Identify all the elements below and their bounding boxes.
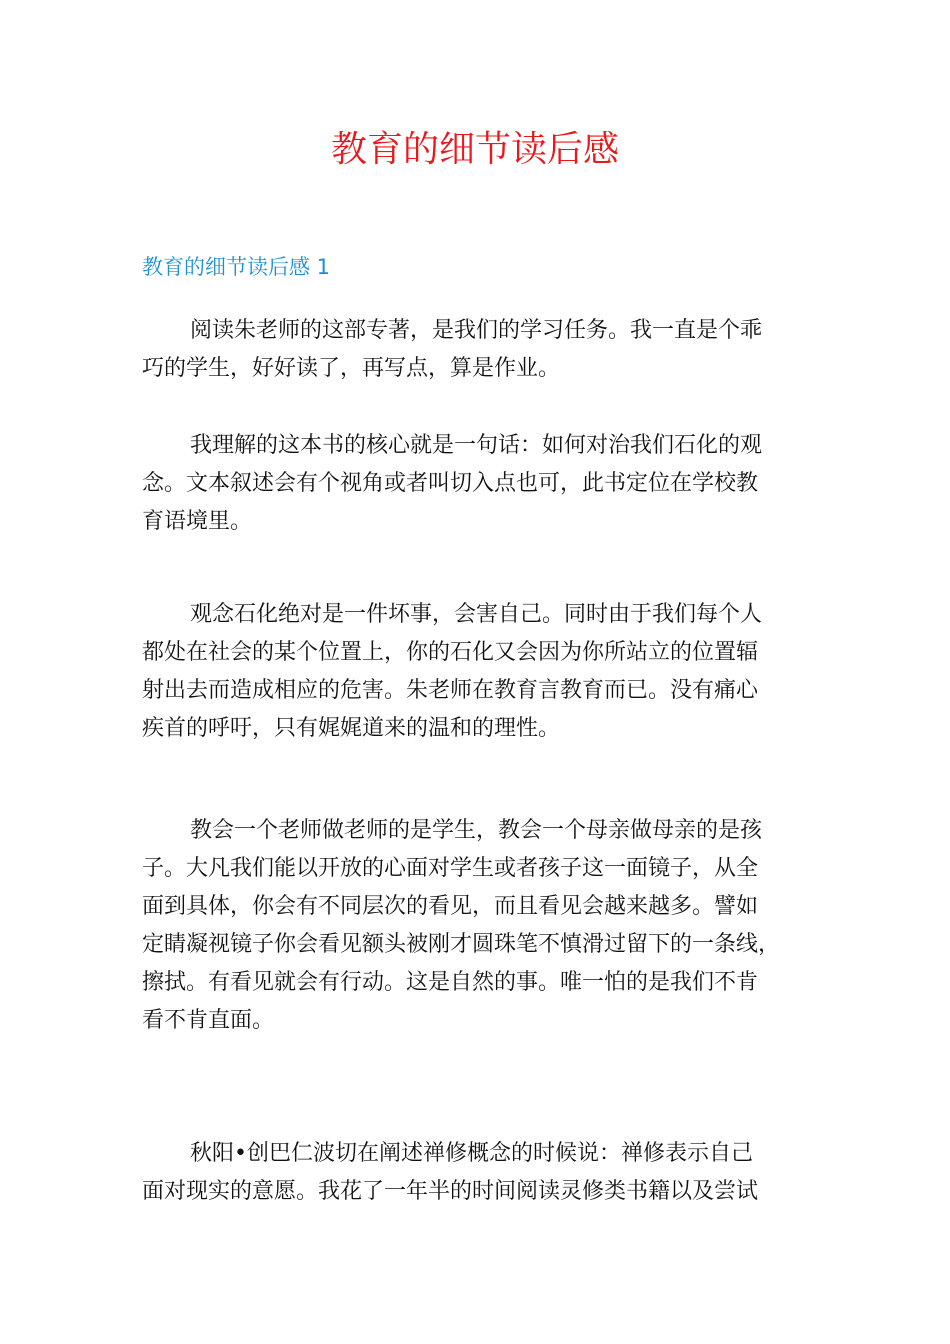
paragraph-3: [142, 596, 827, 748]
paragraph-line: 擦拭。有看见就会有行动。这是自然的事。唯一怕的是我们不肯: [142, 970, 759, 995]
paragraph-line: 阅读朱老师的这部专著，是我们的学习任务。我一直是个乖: [190, 318, 763, 343]
section-heading: 教育的细节读后感 1: [142, 255, 331, 279]
paragraph-line: 观念石化绝对是一件坏事，会害自己。同时由于我们每个人: [190, 602, 763, 627]
paragraph-line: 巧的学生，好好读了，再写点，算是作业。: [142, 356, 561, 381]
paragraph-line: 都处在社会的某个位置上，你的石化又会因为你所站立的位置辐: [142, 640, 759, 665]
paragraph-2: [142, 427, 827, 541]
paragraph-line: 我理解的这本书的核心就是一句话：如何对治我们石化的观: [190, 433, 763, 458]
paragraph-line: 育语境里。: [142, 509, 253, 534]
paragraph-line: 看不肯直面。: [142, 1008, 275, 1033]
paragraph-5: [142, 1135, 827, 1211]
paragraph-line: 子。大凡我们能以开放的心面对学生或者孩子这一面镜子，从全: [142, 856, 759, 881]
paragraph-line: 面到具体，你会有不同层次的看见，而且看见会越来越多。譬如: [142, 894, 759, 919]
paragraph-line: 射出去而造成相应的危害。朱老师在教育言教育而已。没有痛心: [142, 678, 759, 703]
paragraph-line: 疾首的呼吁，只有娓娓道来的温和的理性。: [142, 716, 561, 741]
paragraph-4: [142, 812, 827, 1040]
paragraph-line: 面对现实的意愿。我花了一年半的时间阅读灵修类书籍以及尝试: [142, 1179, 759, 1204]
paragraph-line: 秋阳•创巴仁波切在阐述禅修概念的时候说：禅修表示自己: [190, 1141, 753, 1166]
paragraph-line: 定睛凝视镜子你会看见额头被刚才圆珠笔不慎滑过留下的一条线，: [142, 932, 781, 957]
paragraph-1: [142, 312, 827, 388]
paragraph-line: 念。文本叙述会有个视角或者叫切入点也可，此书定位在学校教: [142, 471, 759, 496]
paragraph-line: 教会一个老师做老师的是学生，教会一个母亲做母亲的是孩: [190, 818, 763, 843]
document-title: 教育的细节读后感: [330, 129, 619, 170]
